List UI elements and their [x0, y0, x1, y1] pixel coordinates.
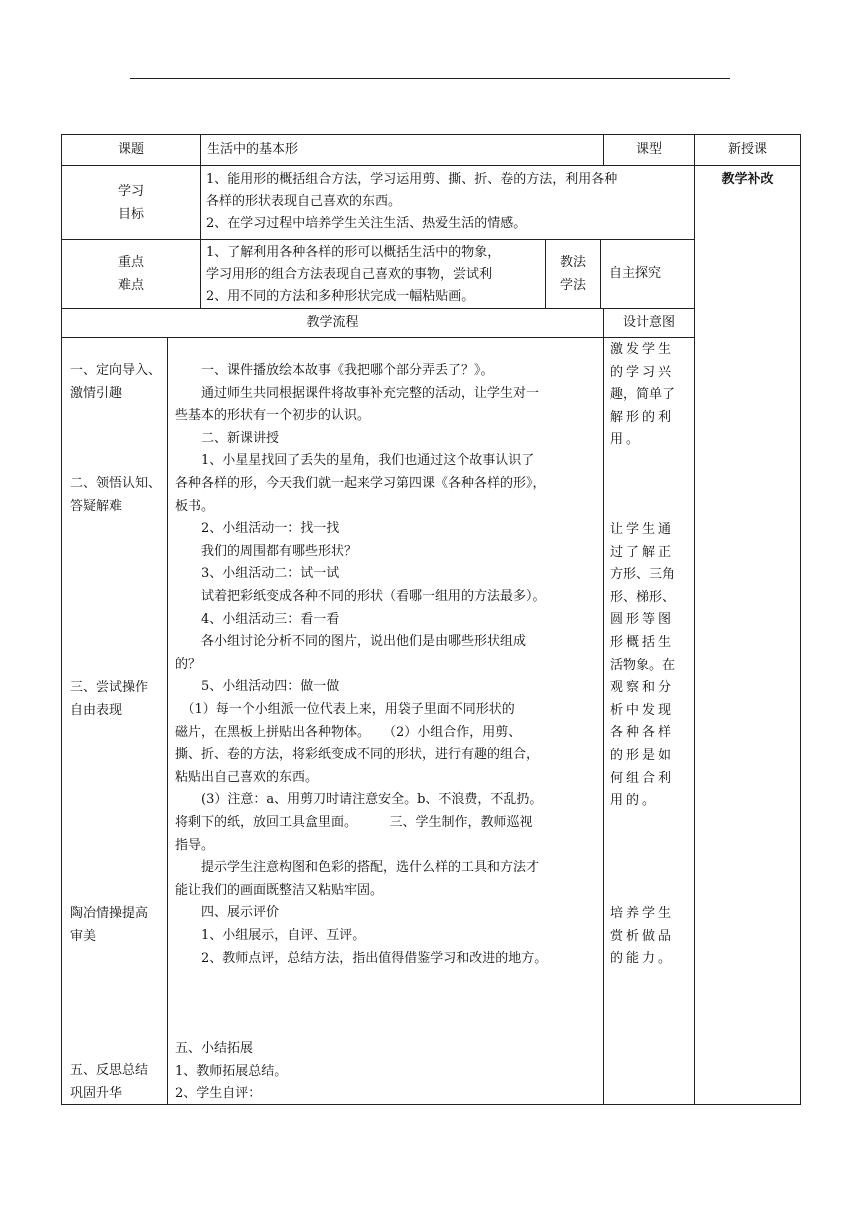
- method-label-1: 教法: [559, 255, 586, 270]
- content-line: 磁片，在黑板上拼贴出各种物体。 （2）小组合作，用剪、: [175, 724, 522, 740]
- stage-label: 巩固升华: [70, 1086, 123, 1101]
- content-line: 指导。: [175, 837, 215, 853]
- content-line: 2、小组活动一：找一找: [175, 521, 340, 537]
- topic-label: 课题: [117, 142, 144, 157]
- content-line: 提示学生注意构图和色彩的搭配，选什么样的工具和方法才: [175, 860, 540, 876]
- intent-line: 活物象。在: [610, 657, 676, 673]
- stage-label: 一、定向导入、: [70, 363, 162, 378]
- intent-line: 用的。: [610, 793, 659, 809]
- notes-label: 教学补改: [721, 172, 774, 187]
- type-label: 课型: [635, 142, 662, 157]
- summary-line: 五、小结拓展: [175, 1041, 254, 1056]
- flow-header-intent: 设计意图: [622, 315, 675, 330]
- objectives-label-2: 目标: [117, 207, 144, 222]
- content-line: 的？: [175, 656, 202, 672]
- content-line: 能让我们的画面既整洁又粘贴牢固。: [175, 882, 384, 898]
- intent-line: 方形、三角: [610, 567, 676, 583]
- stage-label: 二、领悟认知、: [70, 476, 162, 491]
- intent-line: 的能力。: [610, 951, 675, 967]
- objectives-line: 1、能用形的概括组合方法，学习运用剪、撕、折、卷的方法，利用各种: [206, 172, 618, 187]
- content-line: 2、教师点评，总结方法，指出值得借鉴学习和改进的地方。: [175, 950, 548, 966]
- intent-line: 让学生通: [610, 522, 675, 537]
- intent-line: 形、梯形、: [610, 589, 676, 605]
- keypoints-line: 1、了解利用各种各样的形可以概括生活中的物象，: [206, 245, 501, 260]
- keypoints-label-2: 难点: [117, 278, 144, 293]
- content-line: 板书。: [175, 498, 215, 514]
- content-line: 3、小组活动二：试一试: [175, 566, 340, 582]
- summary-line: 1、教师拓展总结。: [175, 1063, 288, 1079]
- intent-line: 观察和分: [610, 680, 675, 696]
- intent-line: 的形是如: [610, 748, 675, 763]
- method-label-2: 学法: [559, 278, 586, 293]
- keypoints-line: 2、用不同的方法和多种形状完成一幅粘贴画。: [206, 289, 475, 304]
- content-line: 1、小星星找回了丢失的星角，我们也通过这个故事认识了: [175, 453, 535, 469]
- content-line: 将剩下的纸，放回工具盒里面。 三、学生制作，教师巡视: [175, 815, 533, 830]
- stage-label: 陶冶情操提高: [70, 906, 149, 921]
- content-line: 些基本的形状有一个初步的认识。: [175, 408, 371, 424]
- content-line: 试着把彩纸变成各种不同的形状（看哪一组用的方法最多）。: [175, 589, 546, 604]
- stage-label: 三、尝试操作: [70, 680, 149, 695]
- content-line: (3）注意：a、用剪刀时请注意安全。b、不浪费，不乱扔。: [175, 792, 543, 808]
- intent-line: 赏析做品: [610, 928, 675, 944]
- content-line: 撕、折、卷的方法，将彩纸变成不同的形状，进行有趣的组合，: [175, 747, 540, 763]
- content-line: （1）每一个小组派一位代表上来，用袋子里面不同形状的: [175, 702, 515, 717]
- intent-line: 培养学生: [610, 906, 675, 921]
- intent-line: 趣，简单了: [610, 387, 676, 403]
- content-line: 各小组讨论分析不同的图片，说出他们是由哪些形状组成: [175, 634, 527, 650]
- stage-label: 激情引趣: [70, 386, 123, 401]
- objectives-line: 各样的形状表现自己喜欢的东西。: [206, 194, 402, 209]
- summary-line: 2、学生自评：: [175, 1086, 262, 1101]
- intent-line: 激发学生: [610, 342, 675, 357]
- intent-line: 用。: [610, 432, 643, 448]
- content-line: 通过师生共同根据课件将故事补充完整的活动，让学生对一: [175, 385, 540, 401]
- intent-line: 圆形等图: [610, 612, 675, 628]
- intent-line: 解形的利: [610, 409, 675, 425]
- content-line: 1、小组展示，自评、互评。: [175, 928, 366, 943]
- intent-line: 析中发现: [610, 702, 675, 718]
- stage-label: 答疑解难: [70, 499, 123, 514]
- intent-line: 形概括生: [610, 635, 675, 650]
- keypoints-line: 学习用形的组合方法表现自己喜欢的事物，尝试利: [206, 267, 493, 282]
- stage-label: 审美: [70, 929, 97, 944]
- content-line: 4、小组活动三：看一看: [175, 611, 340, 627]
- intent-line: 何组合利: [610, 770, 675, 786]
- type-value: 新授课: [727, 142, 767, 157]
- topic-value: 生活中的基本形: [207, 142, 299, 157]
- flow-header-process: 教学流程: [306, 315, 359, 330]
- content-line: 粘贴出自己喜欢的东西。: [175, 769, 319, 785]
- intent-line: 的学习兴: [610, 364, 675, 380]
- objectives-label-1: 学习: [117, 184, 144, 199]
- content-line: 一、课件播放绘本故事《我把哪个部分弄丢了？》。: [175, 363, 494, 378]
- content-line: 各种各样的形，今天我们就一起来学习第四课《各种各样的形》，: [175, 476, 546, 491]
- content-line: 二、新课讲授: [175, 430, 280, 446]
- intent-line: 各种各样: [610, 725, 675, 741]
- objectives-line: 2、在学习过程中培养学生关注生活、热爱生活的情感。: [206, 216, 527, 231]
- content-line: 5、小组活动四：做一做: [175, 679, 340, 695]
- content-line: 四、展示评价: [175, 905, 280, 921]
- intent-line: 过了解正: [610, 544, 675, 560]
- content-line: 我们的周围都有哪些形状？: [175, 543, 358, 559]
- stage-label: 自由表现: [70, 703, 123, 718]
- stage-label: 五、反思总结: [70, 1063, 149, 1078]
- keypoints-label-1: 重点: [117, 255, 144, 270]
- method-value: 自主探究: [609, 266, 662, 281]
- header-rule: [130, 78, 730, 79]
